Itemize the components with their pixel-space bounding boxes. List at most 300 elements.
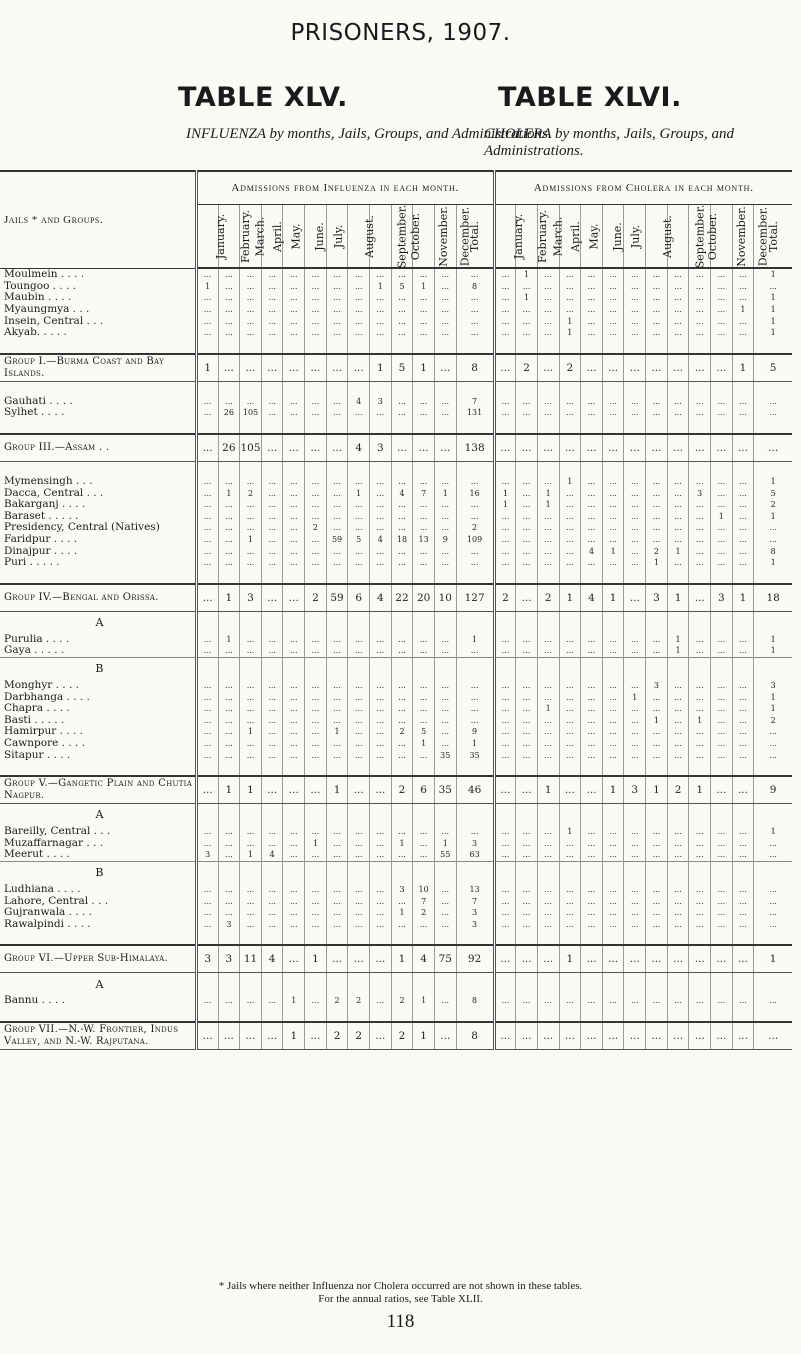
- influenza-cell: ...: [434, 995, 456, 1007]
- cholera-cell: 1: [754, 703, 792, 715]
- cholera-cell: 1: [754, 826, 792, 838]
- influenza-cell: 8: [456, 1022, 494, 1050]
- cholera-cell: ...: [667, 315, 689, 327]
- influenza-cell: [370, 761, 392, 776]
- influenza-cell: ...: [218, 476, 240, 488]
- cholera-cell: ...: [516, 522, 538, 534]
- influenza-cell: ...: [283, 749, 305, 761]
- cholera-cell: ...: [559, 680, 581, 692]
- table-row: [0, 884, 792, 896]
- cholera-cell: [689, 861, 711, 884]
- cholera-cell: ...: [646, 645, 668, 657]
- influenza-cell: ...: [348, 407, 370, 419]
- influenza-cell: ...: [434, 884, 456, 896]
- month-label: August.: [363, 214, 377, 258]
- influenza-cell: [196, 657, 218, 680]
- row-label: [0, 381, 196, 396]
- influenza-cell: 2: [391, 726, 413, 738]
- influenza-cell: ...: [196, 714, 218, 726]
- influenza-cell: ...: [240, 522, 262, 534]
- cholera-cell: ...: [732, 487, 754, 499]
- influenza-cell: ...: [413, 545, 435, 557]
- cholera-cell: [732, 657, 754, 680]
- influenza-cell: [240, 419, 262, 434]
- influenza-cell: ...: [240, 738, 262, 750]
- cholera-cell: 1: [754, 634, 792, 646]
- influenza-cell: ...: [348, 281, 370, 293]
- influenza-cell: [305, 861, 327, 884]
- cholera-cell: ...: [667, 268, 689, 281]
- influenza-cell: 1: [391, 837, 413, 849]
- cholera-cell: ...: [624, 545, 646, 557]
- influenza-cell: ...: [434, 476, 456, 488]
- cholera-cell: ...: [646, 292, 668, 304]
- cholera-cell: 1: [754, 557, 792, 569]
- cholera-cell: ...: [559, 304, 581, 316]
- influenza-cell: ...: [413, 826, 435, 838]
- influenza-cell: ...: [283, 268, 305, 281]
- cholera-cell: [559, 1007, 581, 1022]
- influenza-cell: [283, 461, 305, 476]
- cholera-cell: ...: [711, 884, 733, 896]
- footnote-line-2: For the annual ratios, see Table XLII.: [318, 1293, 483, 1305]
- influenza-cell: [326, 569, 348, 584]
- influenza-cell: ...: [261, 884, 283, 896]
- influenza-cell: 11: [240, 945, 262, 973]
- influenza-cell: ...: [261, 918, 283, 930]
- cholera-cell: ...: [516, 327, 538, 339]
- influenza-cell: ...: [218, 738, 240, 750]
- footnote-line-1: * Jails where neither Influenza nor Cholera occurred are not shown in these tables.: [218, 1280, 583, 1292]
- influenza-cell: ...: [434, 315, 456, 327]
- cholera-cell: ...: [667, 945, 689, 973]
- cholera-cell: ...: [581, 354, 603, 382]
- cholera-cell: ...: [754, 884, 792, 896]
- cholera-cell: [732, 973, 754, 996]
- cholera-cell: ...: [711, 703, 733, 715]
- influenza-cell: ...: [413, 396, 435, 408]
- cholera-cell: ...: [537, 749, 559, 761]
- influenza-cell: 1: [348, 487, 370, 499]
- influenza-cell: ...: [261, 557, 283, 569]
- cholera-cell: ...: [516, 545, 538, 557]
- influenza-cell: [391, 1007, 413, 1022]
- influenza-cell: [413, 657, 435, 680]
- row-label: Bareilly, Central . . .: [4, 825, 111, 838]
- influenza-cell: ...: [196, 268, 218, 281]
- cholera-cell: ...: [494, 703, 516, 715]
- cholera-cell: ...: [646, 407, 668, 419]
- influenza-cell: 3: [391, 884, 413, 896]
- influenza-cell: [218, 930, 240, 945]
- influenza-cell: 7: [413, 895, 435, 907]
- influenza-cell: ...: [413, 703, 435, 715]
- influenza-cell: ...: [196, 680, 218, 692]
- influenza-cell: ...: [196, 315, 218, 327]
- influenza-cell: ...: [240, 907, 262, 919]
- cholera-cell: [624, 657, 646, 680]
- influenza-cell: ...: [196, 837, 218, 849]
- influenza-cell: ...: [305, 849, 327, 861]
- influenza-cell: ...: [218, 826, 240, 838]
- cholera-cell: 1: [516, 292, 538, 304]
- cholera-cell: ...: [494, 304, 516, 316]
- cholera-cell: ...: [711, 995, 733, 1007]
- cholera-cell: ...: [559, 396, 581, 408]
- cholera-cell: ...: [516, 487, 538, 499]
- cholera-cell: ...: [559, 292, 581, 304]
- cholera-cell: ...: [732, 703, 754, 715]
- cholera-cell: ...: [711, 327, 733, 339]
- table-46-subtitle: CHOLERA by months, Jails, Groups, and Administrations.: [484, 126, 735, 159]
- influenza-cell: ...: [348, 691, 370, 703]
- influenza-cell: ...: [261, 354, 283, 382]
- influenza-cell: 2: [391, 776, 413, 804]
- cholera-cell: ...: [537, 634, 559, 646]
- influenza-cell: 2: [348, 1022, 370, 1050]
- influenza-cell: [370, 569, 392, 584]
- influenza-cell: ...: [196, 534, 218, 546]
- cholera-cell: ...: [559, 714, 581, 726]
- cholera-cell: ...: [581, 396, 603, 408]
- table-row: [0, 545, 792, 557]
- influenza-cell: ...: [391, 304, 413, 316]
- influenza-cell: ...: [240, 545, 262, 557]
- cholera-cell: [689, 657, 711, 680]
- influenza-cell: [413, 339, 435, 354]
- cholera-cell: ...: [689, 680, 711, 692]
- influenza-cell: ...: [240, 837, 262, 849]
- cholera-cell: [559, 803, 581, 826]
- cholera-cell: ...: [624, 557, 646, 569]
- influenza-cell: [240, 930, 262, 945]
- influenza-cell: ...: [305, 907, 327, 919]
- influenza-cell: ...: [218, 995, 240, 1007]
- influenza-cell: 1: [413, 281, 435, 293]
- influenza-cell: [370, 461, 392, 476]
- influenza-cell: 3: [196, 945, 218, 973]
- cholera-cell: ...: [581, 315, 603, 327]
- influenza-cell: [305, 419, 327, 434]
- cholera-cell: ...: [689, 826, 711, 838]
- cholera-cell: 1: [754, 476, 792, 488]
- cholera-cell: ...: [602, 1022, 624, 1050]
- influenza-cell: [370, 973, 392, 996]
- influenza-cell: ...: [391, 645, 413, 657]
- row-label: Rawalpindi . . . .: [4, 917, 91, 930]
- influenza-cell: [283, 861, 305, 884]
- cholera-cell: ...: [732, 268, 754, 281]
- cholera-cell: ...: [516, 691, 538, 703]
- cholera-cell: 1: [624, 691, 646, 703]
- cholera-cell: ...: [732, 738, 754, 750]
- influenza-cell: 3: [196, 849, 218, 861]
- cholera-cell: [537, 339, 559, 354]
- influenza-cell: [326, 461, 348, 476]
- cholera-cell: ...: [732, 645, 754, 657]
- cholera-cell: ...: [581, 557, 603, 569]
- cholera-cell: [516, 569, 538, 584]
- cholera-cell: [732, 761, 754, 776]
- cholera-cell: ...: [537, 738, 559, 750]
- cholera-cell: [602, 461, 624, 476]
- influenza-cell: [434, 861, 456, 884]
- influenza-cell: ...: [305, 995, 327, 1007]
- influenza-cell: ...: [283, 945, 305, 973]
- influenza-cell: 2: [456, 522, 494, 534]
- cholera-cell: [711, 461, 733, 476]
- cholera-cell: [559, 973, 581, 996]
- cholera-cell: ...: [581, 749, 603, 761]
- cholera-cell: [754, 419, 792, 434]
- influenza-cell: [305, 381, 327, 396]
- influenza-cell: ...: [391, 918, 413, 930]
- influenza-cell: [218, 1007, 240, 1022]
- influenza-cell: [283, 419, 305, 434]
- influenza-cell: ...: [391, 691, 413, 703]
- influenza-cell: [391, 419, 413, 434]
- cholera-cell: ...: [667, 327, 689, 339]
- cholera-cell: ...: [494, 726, 516, 738]
- cholera-cell: ...: [602, 557, 624, 569]
- table-row: [0, 691, 792, 703]
- cholera-cell: ...: [537, 304, 559, 316]
- cholera-cell: ...: [711, 396, 733, 408]
- cholera-cell: [732, 419, 754, 434]
- cholera-cell: [754, 461, 792, 476]
- influenza-cell: ...: [283, 907, 305, 919]
- cholera-cell: ...: [624, 726, 646, 738]
- data-table: [0, 170, 792, 1050]
- cholera-cell: ...: [581, 680, 603, 692]
- cholera-cell: [602, 973, 624, 996]
- influenza-cell: ...: [326, 304, 348, 316]
- cholera-cell: 2: [667, 776, 689, 804]
- influenza-cell: ...: [348, 884, 370, 896]
- cholera-cell: [624, 803, 646, 826]
- influenza-cell: ...: [413, 434, 435, 462]
- cholera-cell: ...: [516, 680, 538, 692]
- cholera-cell: ...: [602, 884, 624, 896]
- cholera-cell: ...: [602, 327, 624, 339]
- influenza-cell: 22: [391, 584, 413, 612]
- influenza-cell: ...: [391, 738, 413, 750]
- influenza-cell: 3: [240, 584, 262, 612]
- cholera-cell: ...: [732, 691, 754, 703]
- cholera-cell: ...: [581, 945, 603, 973]
- influenza-cell: ...: [196, 557, 218, 569]
- cholera-month-header: [494, 205, 525, 269]
- spacer-row: [0, 761, 792, 776]
- influenza-cell: 1: [456, 738, 494, 750]
- cholera-cell: ...: [667, 281, 689, 293]
- influenza-cell: 13: [456, 884, 494, 896]
- influenza-cell: ...: [283, 884, 305, 896]
- influenza-cell: [370, 611, 392, 634]
- influenza-cell: [434, 611, 456, 634]
- cholera-cell: ...: [624, 327, 646, 339]
- cholera-cell: ...: [646, 434, 668, 462]
- influenza-cell: ...: [196, 407, 218, 419]
- row-label: [0, 461, 196, 476]
- influenza-cell: [391, 339, 413, 354]
- cholera-cell: ...: [624, 434, 646, 462]
- influenza-cell: ...: [240, 476, 262, 488]
- cholera-cell: ...: [494, 407, 516, 419]
- subgroup-row: [0, 861, 792, 884]
- cholera-cell: ...: [646, 849, 668, 861]
- cholera-cell: ...: [516, 726, 538, 738]
- influenza-cell: ...: [196, 476, 218, 488]
- influenza-cell: ...: [261, 315, 283, 327]
- cholera-cell: ...: [537, 434, 559, 462]
- cholera-cell: [537, 657, 559, 680]
- cholera-month-header: [646, 205, 674, 269]
- influenza-cell: ...: [326, 634, 348, 646]
- cholera-cell: ...: [516, 476, 538, 488]
- cholera-cell: ...: [602, 511, 624, 523]
- influenza-cell: 1: [413, 1022, 435, 1050]
- cholera-cell: [689, 461, 711, 476]
- influenza-cell: [218, 803, 240, 826]
- cholera-cell: [559, 339, 581, 354]
- influenza-cell: 2: [391, 1022, 413, 1050]
- cholera-cell: [624, 461, 646, 476]
- cholera-cell: [732, 339, 754, 354]
- influenza-cell: [218, 611, 240, 634]
- cholera-cell: [689, 930, 711, 945]
- cholera-cell: ...: [516, 315, 538, 327]
- influenza-cell: ...: [370, 837, 392, 849]
- cholera-cell: [624, 930, 646, 945]
- cholera-cell: ...: [494, 837, 516, 849]
- cholera-cell: ...: [602, 945, 624, 973]
- cholera-cell: [602, 339, 624, 354]
- influenza-cell: ...: [370, 304, 392, 316]
- cholera-cell: 1: [689, 714, 711, 726]
- cholera-cell: ...: [624, 918, 646, 930]
- cholera-cell: ...: [732, 396, 754, 408]
- cholera-cell: ...: [689, 268, 711, 281]
- influenza-cell: ...: [196, 292, 218, 304]
- cholera-cell: ...: [732, 776, 754, 804]
- month-label: September.: [693, 204, 707, 268]
- influenza-cell: ...: [283, 691, 305, 703]
- influenza-cell: [391, 930, 413, 945]
- influenza-cell: [434, 803, 456, 826]
- influenza-cell: ...: [413, 634, 435, 646]
- influenza-cell: ...: [413, 511, 435, 523]
- cholera-cell: ...: [537, 315, 559, 327]
- cholera-cell: ...: [711, 304, 733, 316]
- cholera-cell: [602, 419, 624, 434]
- cholera-cell: ...: [516, 776, 538, 804]
- influenza-cell: ...: [434, 634, 456, 646]
- cholera-cell: ...: [689, 476, 711, 488]
- group-total-row: [0, 776, 792, 804]
- table-row: [0, 680, 792, 692]
- row-label: Group I.—Burma Coast and Bay Islands.: [0, 354, 196, 382]
- cholera-cell: ...: [602, 907, 624, 919]
- influenza-cell: ...: [326, 354, 348, 382]
- influenza-cell: ...: [305, 281, 327, 293]
- influenza-cell: ...: [348, 557, 370, 569]
- influenza-cell: ...: [196, 1022, 218, 1050]
- cholera-cell: ...: [646, 738, 668, 750]
- influenza-cell: [196, 419, 218, 434]
- cholera-cell: ...: [732, 945, 754, 973]
- cholera-cell: [602, 803, 624, 826]
- influenza-cell: ...: [218, 703, 240, 715]
- influenza-cell: ...: [305, 407, 327, 419]
- influenza-cell: 131: [456, 407, 494, 419]
- influenza-cell: ...: [305, 703, 327, 715]
- cholera-cell: ...: [581, 714, 603, 726]
- cholera-cell: [581, 930, 603, 945]
- cholera-cell: ...: [624, 534, 646, 546]
- influenza-cell: [326, 861, 348, 884]
- influenza-cell: 1: [218, 487, 240, 499]
- cholera-cell: ...: [537, 396, 559, 408]
- cholera-cell: [602, 861, 624, 884]
- influenza-cell: [348, 461, 370, 476]
- influenza-cell: 1: [283, 995, 305, 1007]
- influenza-cell: ...: [348, 476, 370, 488]
- cholera-cell: ...: [689, 281, 711, 293]
- influenza-cell: ...: [413, 645, 435, 657]
- cholera-cell: ...: [711, 776, 733, 804]
- cholera-cell: ...: [559, 995, 581, 1007]
- cholera-cell: ...: [581, 995, 603, 1007]
- cholera-cell: [689, 419, 711, 434]
- influenza-cell: [326, 1007, 348, 1022]
- cholera-cell: ...: [559, 1022, 581, 1050]
- influenza-cell: ...: [434, 738, 456, 750]
- cholera-cell: [646, 461, 668, 476]
- influenza-cell: ...: [370, 918, 392, 930]
- cholera-cell: [754, 381, 792, 396]
- cholera-cell: ...: [494, 645, 516, 657]
- table-45-subtitle: INFLUENZA by months, Jails, Groups, and Administrations.: [186, 126, 552, 142]
- influenza-cell: ...: [305, 884, 327, 896]
- cholera-cell: ...: [537, 884, 559, 896]
- influenza-cell: ...: [326, 680, 348, 692]
- influenza-cell: [218, 973, 240, 996]
- influenza-cell: 1: [240, 776, 262, 804]
- influenza-cell: ...: [348, 292, 370, 304]
- cholera-cell: ...: [689, 634, 711, 646]
- row-label: Moulmein . . . .: [4, 268, 85, 281]
- cholera-cell: ...: [494, 534, 516, 546]
- cholera-cell: ...: [732, 749, 754, 761]
- cholera-cell: [711, 419, 733, 434]
- influenza-cell: [305, 461, 327, 476]
- influenza-cell: ...: [456, 315, 494, 327]
- cholera-cell: ...: [537, 511, 559, 523]
- influenza-cell: 35: [456, 749, 494, 761]
- influenza-cell: [413, 761, 435, 776]
- cholera-cell: [624, 973, 646, 996]
- table-row: [0, 327, 792, 339]
- cholera-cell: ...: [537, 292, 559, 304]
- cholera-cell: ...: [624, 945, 646, 973]
- cholera-cell: [754, 973, 792, 996]
- cholera-cell: 1: [559, 476, 581, 488]
- influenza-cell: ...: [413, 407, 435, 419]
- influenza-month-header: [326, 205, 348, 269]
- table-row: [0, 511, 792, 523]
- row-label: [0, 419, 196, 434]
